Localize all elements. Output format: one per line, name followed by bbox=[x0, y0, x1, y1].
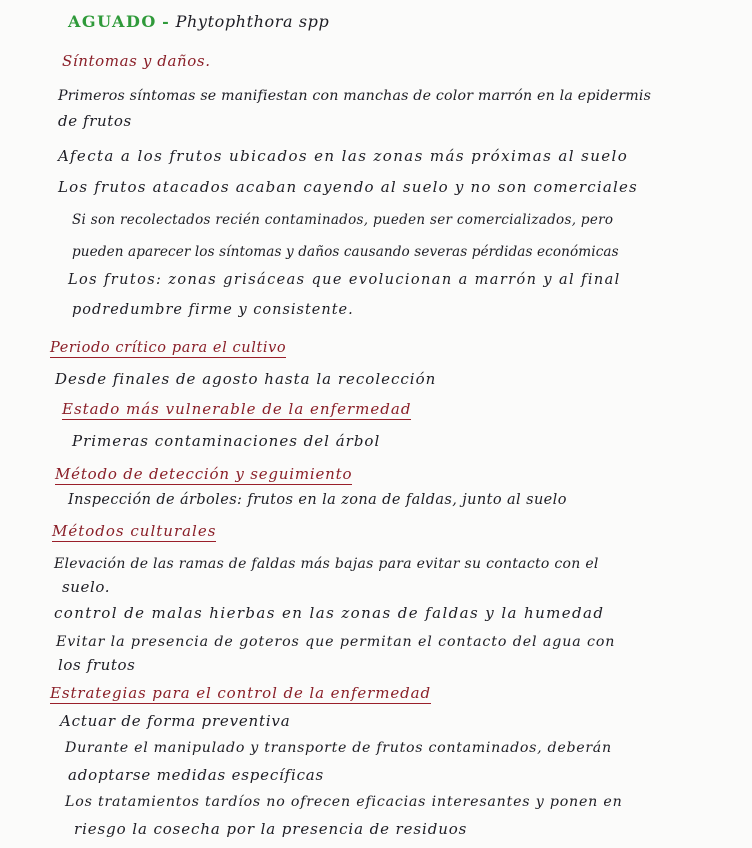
section-heading-periodo: Periodo crítico para el cultivo bbox=[50, 340, 287, 356]
text-line: pueden aparecer los síntomas y daños causando severas pérdidas económicas bbox=[72, 244, 619, 260]
section-heading-culturales: Métodos culturales bbox=[52, 522, 217, 540]
text-line: los frutos bbox=[58, 656, 136, 674]
text-line: Afecta a los frutos ubicados en las zonas más próximas al suelo bbox=[58, 147, 629, 165]
text-line: suelo. bbox=[62, 578, 111, 596]
section-heading-estrategias: Estrategias para el control de la enfermedad bbox=[50, 684, 431, 702]
text-line: Actuar de forma preventiva bbox=[60, 712, 291, 730]
text-line: control de malas hierbas en las zonas de faldas y la humedad bbox=[54, 604, 605, 622]
text-line: de frutos bbox=[58, 112, 132, 130]
text-line: Los frutos: zonas grisáceas que evolucionan a marrón y al final bbox=[68, 272, 621, 288]
section-heading-estado: Estado más vulnerable de la enfermedad bbox=[62, 400, 412, 418]
text-line: Primeras contaminaciones del árbol bbox=[72, 432, 381, 450]
text-line: Evitar la presencia de goteros que permitan el contacto del agua con bbox=[56, 634, 616, 650]
text-line: Desde finales de agosto hasta la recolección bbox=[55, 370, 437, 388]
text-line: Si son recolectados recién contaminados, pueden ser comercializados, pero bbox=[72, 212, 614, 228]
text-line: Durante el manipulado y transporte de frutos contaminados, deberán bbox=[65, 740, 612, 756]
text-line: Inspección de árboles: frutos en la zona de faldas, junto al suelo bbox=[68, 492, 567, 508]
text-line: adoptarse medidas específicas bbox=[68, 766, 325, 784]
text-line: Los tratamientos tardíos no ofrecen eficacias interesantes y ponen en bbox=[65, 794, 623, 810]
title-separator: - bbox=[162, 12, 171, 31]
text-line: Primeros síntomas se manifiestan con manchas de color marrón en la epidermis bbox=[58, 88, 652, 104]
text-line: riesgo la cosecha por la presencia de residuos bbox=[74, 820, 468, 838]
title-pathogen: Phytophthora spp bbox=[175, 12, 330, 31]
section-heading-sintomas: Síntomas y daños. bbox=[62, 52, 211, 70]
text-line: Los frutos atacados acaban cayendo al suelo y no son comerciales bbox=[58, 178, 638, 196]
section-heading-metodo: Método de detección y seguimiento bbox=[55, 465, 353, 483]
text-line: podredumbre firme y consistente. bbox=[72, 302, 354, 318]
text-line: Elevación de las ramas de faldas más bajas para evitar su contacto con el bbox=[54, 556, 599, 572]
title-line bbox=[68, 12, 329, 31]
title-name: AGUADO bbox=[68, 12, 157, 31]
